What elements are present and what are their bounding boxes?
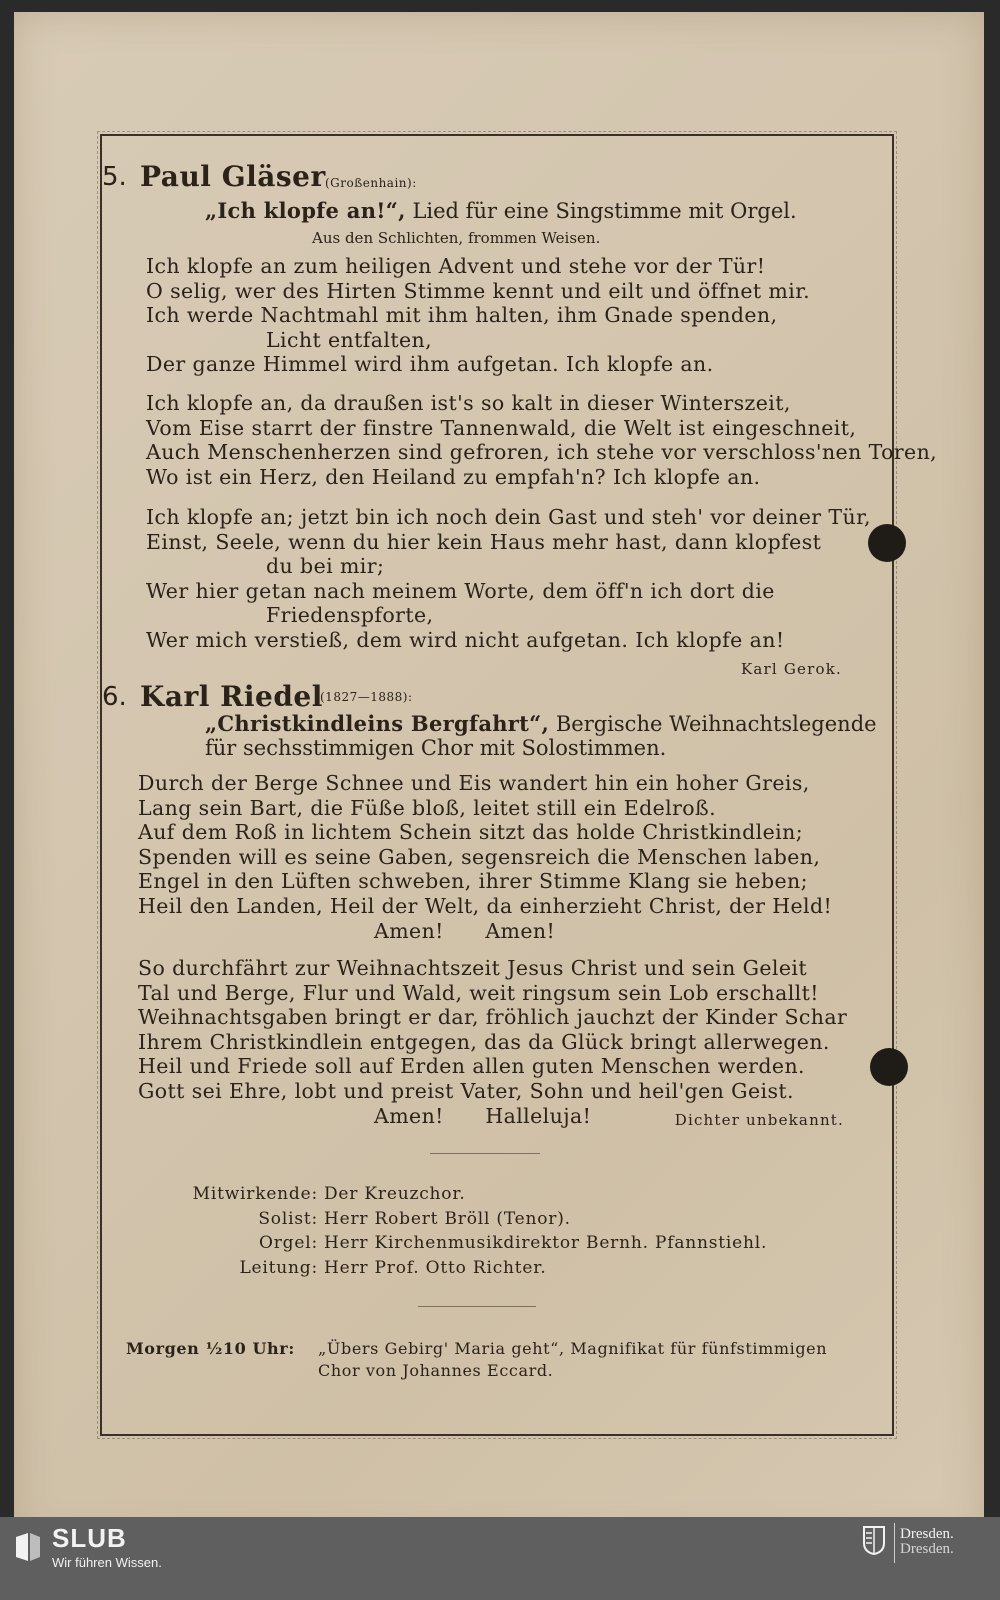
- note-text-2: Chor von Johannes Eccard.: [318, 1361, 554, 1380]
- item5-source-note: Aus den Schlichten, frommen Weisen.: [312, 229, 601, 247]
- poem-line: Auch Menschenherzen sind gefroren, ich stehe vor verschloss'nen Toren,: [146, 440, 938, 465]
- brand-divider: [894, 1523, 895, 1563]
- poem-line: Licht entfalten,: [266, 327, 433, 352]
- dresden-wordmark: [900, 1527, 954, 1557]
- item5-stanza-2: [146, 391, 937, 489]
- punch-hole: [870, 1048, 908, 1086]
- poem-line: Durch der Berge Schnee und Eis wandert hin ein hoher Greis,: [138, 771, 810, 795]
- item6-work-desc2: für sechsstimmigen Chor mit Solostimmen.: [205, 736, 667, 760]
- note-line-1: [126, 1338, 827, 1360]
- item5-work-desc: Lied für eine Singstimme mit Orgel.: [412, 199, 797, 223]
- note-text-1: „Übers Gebirg' Maria geht“, Magnifikat für fünfstimmigen: [318, 1339, 828, 1358]
- divider: [430, 1153, 540, 1154]
- poem-line: Heil den Landen, Heil der Welt, da einherzieht Christ, der Held!: [138, 893, 833, 918]
- item5-stanza-3: [146, 505, 871, 653]
- credit-value: Herr Kirchenmusikdirektor Bernh. Pfannstiehl.: [324, 1233, 768, 1253]
- poem-line: Spenden will es seine Gaben, segensreich die Menschen laben,: [138, 844, 821, 869]
- credit-label: Mitwirkende:: [192, 1184, 318, 1204]
- poem-line: du bei mir;: [266, 554, 385, 579]
- item5-work-title: „Ich klopfe an!“,: [205, 198, 406, 223]
- poem-line: Ich klopfe an, da draußen ist's so kalt in dieser Winterszeit,: [146, 391, 791, 415]
- dresden-line-1: Dresden.: [900, 1526, 954, 1542]
- item6-composer: Karl Riedel: [140, 680, 323, 713]
- city-crest-icon: [862, 1525, 886, 1555]
- poem-line: So durchfährt zur Weihnachtszeit Jesus Christ und sein Geleit: [138, 956, 807, 980]
- credit-row: [180, 1182, 767, 1207]
- slub-name: SLUB: [52, 1523, 127, 1553]
- poem-line: Wer hier getan nach meinem Worte, dem öff'n ich dort die: [146, 578, 775, 603]
- note-label: Morgen ½10 Uhr:: [126, 1339, 295, 1358]
- item6-stanza-2: [138, 956, 847, 1128]
- poem-line: Auf dem Roß in lichtem Schein sitzt das holde Christkindlein;: [138, 820, 804, 845]
- poem-line: Friedenspforte,: [266, 603, 434, 628]
- item5-origin: (Großenhain):: [325, 176, 417, 190]
- poem-line: Weihnachtsgaben bringt er dar, fröhlich jauchzt der Kinder Schar: [138, 1005, 848, 1030]
- poem-line: Heil und Friede soll auf Erden allen guten Menschen werden.: [138, 1054, 805, 1079]
- poem-line: Der ganze Himmel wird ihm aufgetan. Ich klopfe an.: [146, 352, 714, 377]
- punch-hole: [868, 524, 906, 562]
- item6-work: [205, 711, 877, 736]
- poem-line: Wer mich verstieß, dem wird nicht aufgetan. Ich klopfe an!: [146, 627, 785, 652]
- credits-block: [180, 1182, 767, 1280]
- item5-composer: Paul Gläser: [140, 160, 326, 193]
- book-icon: [14, 1531, 42, 1563]
- poem-line: Ich klopfe an zum heiligen Advent und stehe vor der Tür!: [146, 254, 766, 278]
- item6-work-desc: Bergische Weihnachtslegende: [555, 712, 877, 736]
- poem-line: Ihrem Christkindlein entgegen, das da Glück bringt allerwegen.: [138, 1029, 830, 1054]
- divider: [418, 1306, 536, 1307]
- item6-origin: (1827—1888):: [320, 690, 413, 704]
- credit-row: [180, 1256, 767, 1281]
- item5-work: [205, 198, 797, 223]
- item6-author: Dichter unbekannt.: [674, 1111, 844, 1129]
- credit-label: Leitung:: [239, 1257, 318, 1278]
- credit-row: [180, 1207, 767, 1232]
- amen-line: Amen! Halleluja!: [374, 1103, 592, 1128]
- poem-line: Engel in den Lüften schweben, ihrer Stimme Klang sie heben;: [138, 869, 808, 894]
- poem-line: Gott sei Ehre, lobt und preist Vater, Sohn und heil'gen Geist.: [138, 1078, 794, 1103]
- poem-line: O selig, wer des Hirten Stimme kennt und eilt und öffnet mir.: [146, 278, 811, 303]
- amen-line: Amen! Amen!: [374, 918, 556, 943]
- credit-value: Der Kreuzchor.: [324, 1184, 466, 1204]
- poem-line: Ich werde Nachtmahl mit ihm halten, ihm Gnade spenden,: [146, 303, 778, 328]
- item5-number: 5.: [102, 162, 127, 192]
- item6-stanza-1: [138, 771, 832, 943]
- item5-stanza-1: [146, 254, 810, 377]
- poem-line: Wo ist ein Herz, den Heiland zu empfah'n? Ich klopfe an.: [146, 464, 761, 489]
- credit-value: Herr Prof. Otto Richter.: [324, 1257, 547, 1278]
- footer-bar: [0, 1517, 1000, 1600]
- poem-line: Ich klopfe an; jetzt bin ich noch dein Gast und steh' vor deiner Tür,: [146, 505, 871, 529]
- poem-line: Lang sein Bart, die Füße bloß, leitet still ein Edelroß.: [138, 795, 717, 820]
- credit-label: Orgel:: [259, 1233, 318, 1253]
- dresden-line-2: Dresden.: [900, 1541, 954, 1557]
- poem-line: Tal und Berge, Flur und Wald, weit ringsum sein Lob erschallt!: [138, 980, 819, 1005]
- credit-label: Solist:: [258, 1208, 318, 1229]
- item6-work-title: „Christkindleins Bergfahrt“,: [205, 711, 550, 736]
- poem-line: Einst, Seele, wenn du hier kein Haus mehr hast, dann klopfest: [146, 529, 822, 554]
- poem-line: Vom Eise starrt der finstre Tannenwald, die Welt ist eingeschneit,: [146, 415, 857, 440]
- next-performance-note: [126, 1338, 827, 1382]
- item5-author: Karl Gerok.: [740, 660, 842, 678]
- credit-value: Herr Robert Bröll (Tenor).: [324, 1208, 571, 1229]
- credit-row: [180, 1231, 767, 1256]
- item6-number: 6.: [102, 682, 127, 712]
- slub-tagline: Wir führen Wissen.: [52, 1555, 162, 1570]
